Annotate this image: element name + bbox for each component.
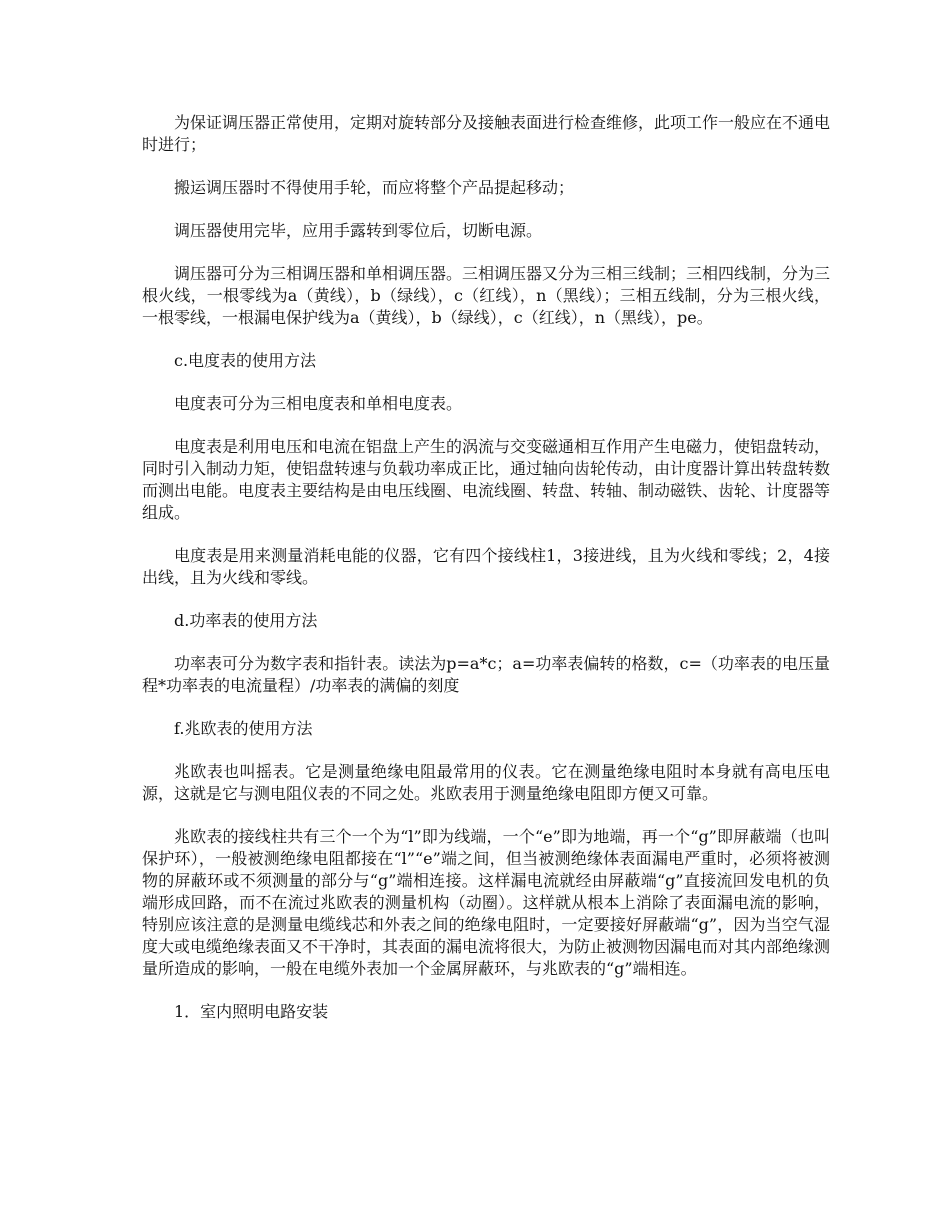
- paragraph-megohmmeter-terminals: 兆欧表的接线柱共有三个一个为“l”即为线端，一个“e”即为地端，再一个“g”即屏蔽端（也叫保护环），一般被测绝缘电阻都接在“l”“e”端之间，但当被测绝缘体表面漏电严重时，必须将被测物的屏蔽环或不须测量的部分与“g”端相连接。这样漏电流就经由屏蔽端“g”直接流回发电机的负端形成回路，而不在流过兆欧表的测量机构（动圈）。这样就从根本上消除了表面漏电流的影响，特别应该注意的是测量电缆线芯和外表之间的绝缘电阻时，一定要接好屏蔽端“g”，因为当空气湿度大或电缆绝缘表面又不干净时，其表面的漏电流将很大，为防止被测物因漏电而对其内部绝缘测量所造成的影响，一般在电缆外表加一个金属屏蔽环，与兆欧表的“g”端相连。: [142, 827, 831, 978]
- paragraph-regulator-types: 调压器可分为三相调压器和单相调压器。三相调压器又分为三相三线制；三相四线制，分为三根火线，一根零线为a（黄线），b（绿线），c（红线），n（黑线）；三相五线制，分为三根火线，一根零线，一根漏电保护线为a（黄线），b（绿线），c（红线），n（黑线），pe。: [142, 264, 831, 327]
- document-page: [142, 112, 830, 1044]
- section-heading-megohmmeter: f.兆欧表的使用方法: [174, 719, 313, 738]
- paragraph-megohmmeter-intro: 兆欧表也叫摇表。它是测量绝缘电阻最常用的仪表。它在测量绝缘电阻时本身就有高电压电源，这就是它与测电阻仪表的不同之处。兆欧表用于测量绝缘电阻即方便又可靠。: [142, 762, 830, 803]
- paragraph-regulator-shutdown: 调压器使用完毕，应用手露转到零位后，切断电源。: [174, 221, 543, 240]
- section-heading-indoor-lighting: 1．室内照明电路安装: [174, 1002, 329, 1021]
- section-heading-power-meter: d.功率表的使用方法: [174, 611, 318, 630]
- paragraph-regulator-transport: 搬运调压器时不得使用手轮，而应将整个产品提起移动；: [174, 178, 575, 197]
- paragraph-watthour-types: 电度表可分为三相电度表和单相电度表。: [174, 394, 463, 413]
- paragraph-power-meter-reading: 功率表可分为数字表和指针表。读法为p=a*c；a=功率表偏转的格数，c=（功率表的电压量程*功率表的电流量程）/功率表的满偏的刻度: [142, 654, 830, 695]
- paragraph-regulator-maintenance: 为保证调压器正常使用，定期对旋转部分及接触表面进行检查维修，此项工作一般应在不通电时进行；: [142, 113, 831, 154]
- paragraph-watthour-terminals: 电度表是用来测量消耗电能的仪器，它有四个接线柱1，3接进线，且为火线和零线；2，4接出线，且为火线和零线。: [142, 546, 830, 587]
- section-heading-watthour-meter: c.电度表的使用方法: [174, 351, 317, 370]
- paragraph-watthour-principle: 电度表是利用电压和电流在铝盘上产生的涡流与交变磁通相互作用产生电磁力，使铝盘转动，同时引入制动力矩，使铝盘转速与负载功率成正比，通过轴向齿轮传动，由计度器计算出转盘转数而测出电能。电度表主要结构是由电压线圈、电流线圈、转盘、转轴、制动磁铁、齿轮、计度器等组成。: [142, 437, 831, 522]
